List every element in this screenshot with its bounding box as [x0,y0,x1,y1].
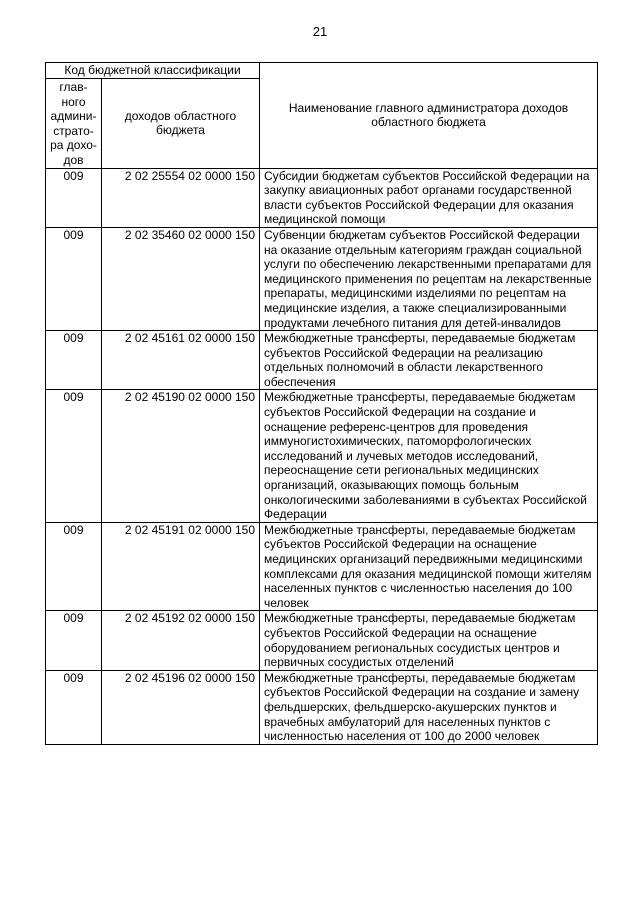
income-code-cell: 2 02 35460 02 0000 150 [102,227,260,330]
income-name-cell: Субсидии бюджетам субъектов Российской Федерации на закупку авиационных работ органами государственной власти субъектов Российской Федерации для оказания медицинской помощи [260,168,598,227]
income-code-cell: 2 02 45161 02 0000 150 [102,331,260,390]
header-budget-classification-code: Код бюджетной классификации [46,63,260,79]
income-name-cell: Субвенции бюджетам субъектов Российской Федерации на оказание отдельным категориям граждан социальной услуги по обеспечению лекарственными препаратами для медицинского применения по рецептам на лекарственные препараты, медицинскими изделиями по рецептам на медицинские изделия, а также специализированными продуктами лечебного питания для детей-инвалидов [260,227,598,330]
table-row [46,168,598,227]
admin-code-cell: 009 [46,331,102,390]
admin-code-cell: 009 [46,670,102,744]
income-code-cell: 2 02 45190 02 0000 150 [102,390,260,522]
income-name-cell: Межбюджетные трансферты, передаваемые бюджетам субъектов Российской Федерации на реализацию отдельных полномочий в области лекарственного обеспечения [260,331,598,390]
income-name-cell: Межбюджетные трансферты, передаваемые бюджетам субъектов Российской Федерации на оснащение медицинских организаций передвижными медицинскими комплексами для оказания медицинской помощи жителям населенных пунктов с численностью населения до 100 человек [260,522,598,611]
income-code-cell: 2 02 25554 02 0000 150 [102,168,260,227]
header-regional-budget-income: доходов областного бюджета [102,79,260,169]
admin-code-cell: 009 [46,168,102,227]
table-row [46,390,598,522]
admin-code-cell: 009 [46,611,102,670]
income-code-cell: 2 02 45192 02 0000 150 [102,611,260,670]
table-row [46,670,598,744]
header-administrator-name: Наименование главного администратора доходов областного бюджета [260,63,598,169]
income-name-cell: Межбюджетные трансферты, передаваемые бюджетам субъектов Российской Федерации на оснащение оборудованием региональных сосудистых центров и первичных сосудистых отделений [260,611,598,670]
income-code-cell: 2 02 45196 02 0000 150 [102,670,260,744]
budget-classification-table [45,62,598,745]
page-number: 21 [312,24,328,39]
income-name-cell: Межбюджетные трансферты, передаваемые бюджетам субъектов Российской Федерации на создание и замену фельдшерских, фельдшерско-акушерских пунктов и врачебных амбулаторий для населенных пунктов с численностью населения от 100 до 2000 человек [260,670,598,744]
income-name-cell: Межбюджетные трансферты, передаваемые бюджетам субъектов Российской Федерации на создание и оснащение референс-центров для проведения иммуногистохимических, патоморфологических исследований и лучевых методов исследований, переоснащение сети региональных медицинских организаций, оказывающих помощь больным онкологическими заболеваниями в субъектах Российской Федерации [260,390,598,522]
table-row [46,522,598,611]
header-main-administrator: глав-ного админи-страто-ра дохо-дов [46,79,102,169]
table-row [46,227,598,330]
table-row [46,331,598,390]
income-code-cell: 2 02 45191 02 0000 150 [102,522,260,611]
table-row [46,611,598,670]
admin-code-cell: 009 [46,522,102,611]
admin-code-cell: 009 [46,390,102,522]
admin-code-cell: 009 [46,227,102,330]
